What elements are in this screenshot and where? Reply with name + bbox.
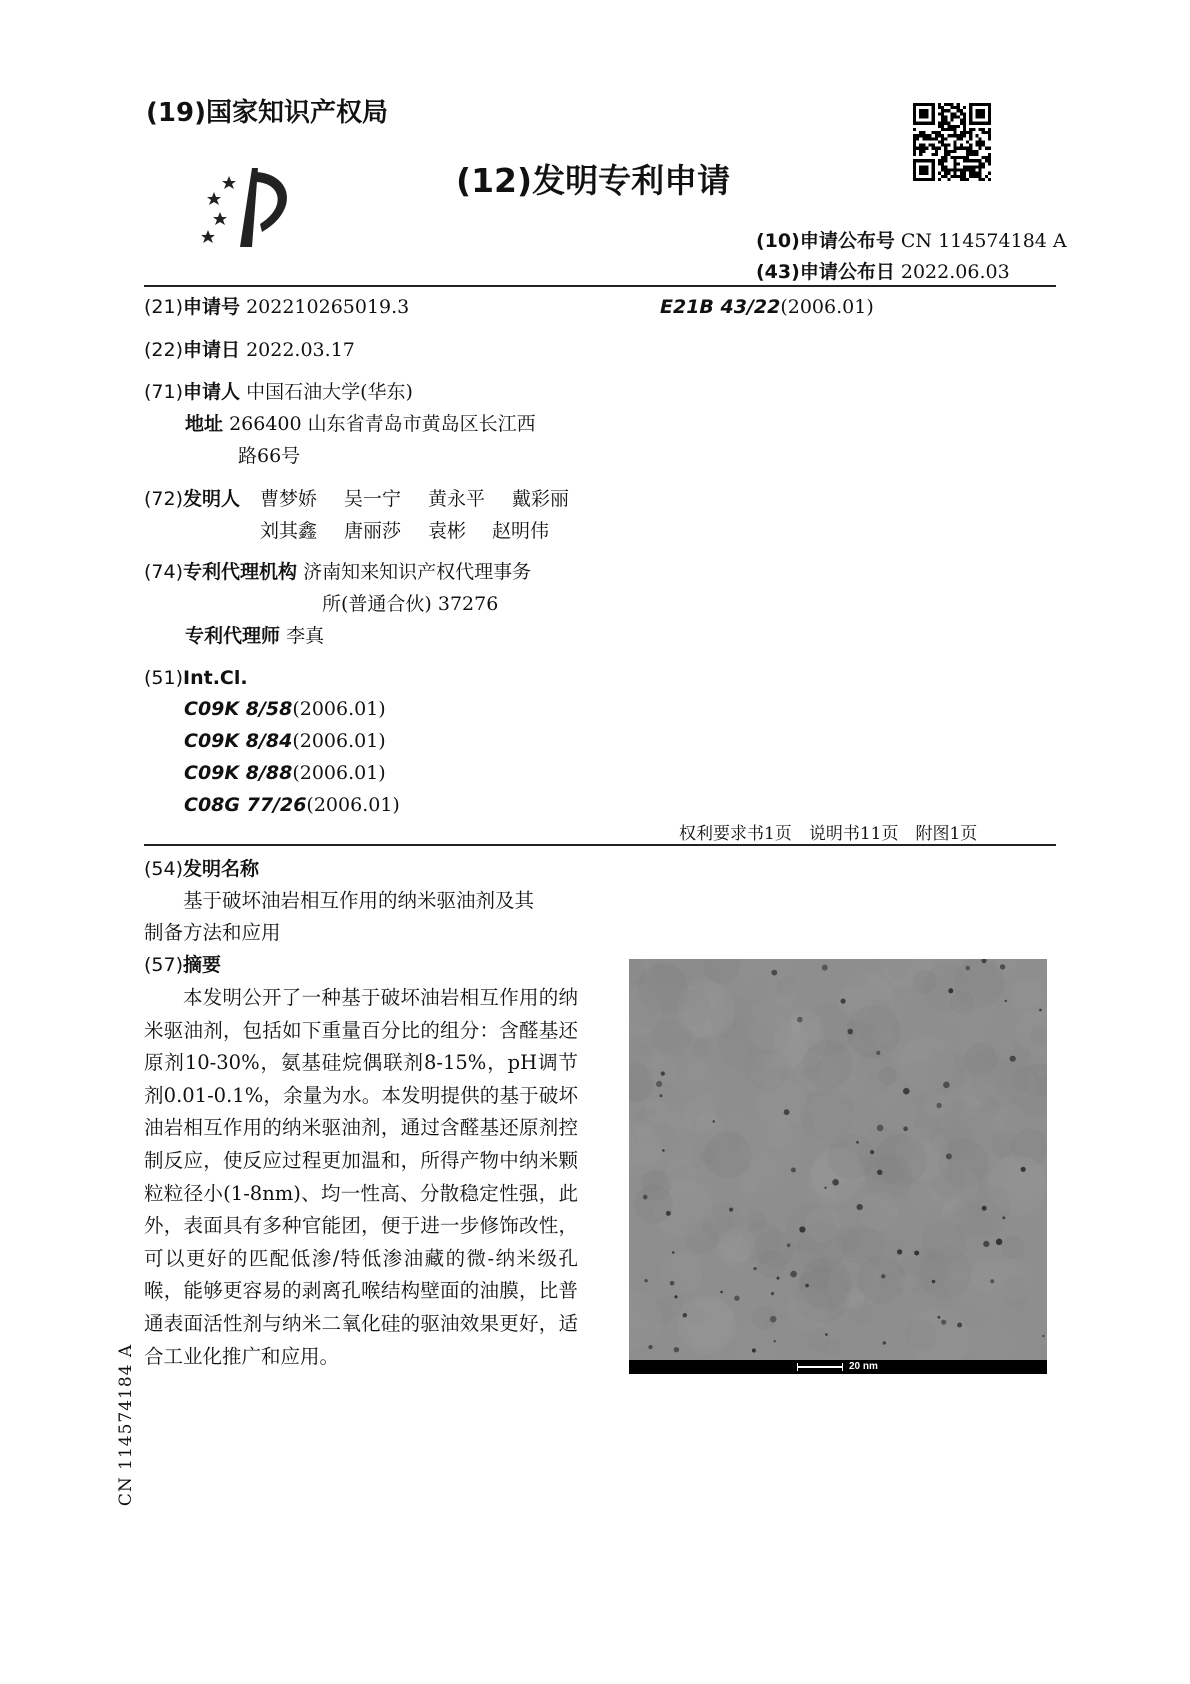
pub-date-label: 申请公布日: [799, 261, 895, 283]
pub-no-label: 申请公布号: [799, 230, 895, 252]
pub-no-value: CN 114574184 A: [900, 230, 1067, 252]
inventor-name: 戴彩丽: [512, 488, 570, 510]
intcl-label: Int.Cl.: [183, 667, 248, 689]
inventors-line1: [260, 484, 596, 514]
header-divider: [144, 285, 1056, 287]
inventor-name: 袁彬: [428, 520, 467, 542]
pub-date-value: 2022.06.03: [900, 261, 1010, 283]
star-icon: [207, 192, 221, 205]
invention-title-line2: 制备方法和应用: [144, 921, 281, 944]
pub-no-code: (10): [756, 230, 800, 252]
app-date-label: 申请日: [183, 339, 241, 361]
agent-row: [185, 621, 324, 651]
agency-label: 专利代理机构: [183, 561, 298, 583]
biblio-divider: [144, 844, 1056, 846]
ipc-right-column: [660, 292, 874, 322]
applicant-label: 申请人: [183, 381, 241, 403]
abstract-heading: (57)摘要: [144, 954, 222, 976]
address-label: 地址: [185, 413, 224, 435]
agent-value: 李真: [286, 625, 325, 647]
ipc-item: C09K 8/84(2006.01): [184, 730, 386, 752]
inventor-name: 黄永平: [428, 488, 486, 510]
ipc-version: (2006.01): [780, 296, 874, 318]
doc-kind-name: 发明专利申请: [532, 161, 731, 200]
applicant-row: (71)申请人 中国石油大学(华东): [144, 381, 413, 403]
agency-line2: 所(普通合伙) 37276: [322, 593, 499, 615]
document-kind: [456, 155, 730, 202]
star-icon: [213, 212, 227, 225]
star-icon: [201, 230, 215, 243]
inventors-label: 发明人: [183, 488, 241, 510]
abstract-label: 摘要: [183, 954, 222, 976]
abstract-text: 本发明公开了一种基于破坏油岩相互作用的纳米驱油剂，包括如下重量百分比的组分：含醛基还原剂10-30%，氨基硅烷偶联剂8-15%，pH调节剂0.01-0.1%，余量为水。本发明提供的基于破坏油岩相互作用的纳米驱油剂，通过含醛基还原剂控制反应，使反应过程更加温和，所得产物中纳米颗粒粒径小(1-8nm)、均一性高、分散稳定性强，此外，表面具有多种官能团，便于进一步修饰改性，可以更好的匹配低渗/特低渗油藏的微-纳米级孔喉，能够更容易的剥离孔喉结构壁面的油膜，比普通表面活性剂与纳米二氧化硅的驱油效果更好，适合工业化推广和应用。: [144, 986, 578, 1368]
agency-line1: 济南知来知识产权代理事务: [303, 561, 532, 583]
agency-row: (74)专利代理机构 济南知来知识产权代理事务: [144, 561, 532, 583]
pub-date-code: (43): [756, 261, 800, 283]
intcl-row: (51)Int.Cl.: [144, 667, 248, 689]
address-row: [185, 409, 536, 439]
ipc-class: E21B 43/22: [660, 296, 781, 318]
office-code: (19): [146, 98, 206, 128]
agent-label: 专利代理师: [185, 625, 281, 647]
tem-micrograph: [629, 959, 1047, 1374]
ipc-item: C09K 8/88(2006.01): [184, 762, 386, 784]
inventor-name: 曹梦娇: [260, 488, 318, 510]
applicant-value: 中国石油大学(华东): [246, 381, 413, 403]
app-date-value: 2022.03.17: [246, 339, 355, 361]
inventors-row: (72)发明人: [144, 488, 241, 510]
address-line1: 266400 山东省青岛市黄岛区长江西: [229, 413, 536, 435]
pages-summary: 权利要求书1页 说明书11页 附图1页: [679, 824, 978, 844]
app-no-label: 申请号: [183, 296, 241, 318]
inventors-line2: [260, 516, 576, 546]
app-no-value: 202210265019.3: [246, 296, 410, 318]
title-heading: (54)发明名称: [144, 858, 260, 880]
title-label: 发明名称: [183, 858, 260, 880]
invention-title-line1: 基于破坏油岩相互作用的纳米驱油剂及其: [183, 889, 535, 912]
scale-bar-label: 20 nm: [849, 1361, 878, 1372]
side-publication-number: CN 114574184 A: [116, 1343, 136, 1507]
inventor-name: 赵明伟: [492, 520, 550, 542]
doc-kind-code: (12): [456, 161, 533, 200]
office-header: [146, 92, 388, 129]
application-date-row: (22)申请日 2022.03.17: [144, 339, 355, 361]
scale-bar: [797, 1366, 843, 1368]
star-icon: [222, 176, 236, 189]
inventor-name: 唐丽莎: [344, 520, 402, 542]
office-name: 国家知识产权局: [205, 98, 388, 128]
publication-date-row: [756, 257, 1010, 284]
inventor-name: 吴一宁: [344, 488, 402, 510]
ipc-item: C09K 8/58(2006.01): [184, 698, 386, 720]
cnipa-logo: [196, 162, 306, 252]
publication-number-row: [756, 226, 1067, 253]
application-number-row: (21)申请号 202210265019.3: [144, 296, 410, 318]
ipc-item: C08G 77/26(2006.01): [184, 794, 400, 816]
qr-code: [912, 103, 992, 181]
tem-image: [629, 959, 1047, 1374]
scale-bar-strip: [629, 1360, 1047, 1374]
address-line2: 路66号: [238, 445, 301, 467]
inventor-name: 刘其鑫: [260, 520, 318, 542]
